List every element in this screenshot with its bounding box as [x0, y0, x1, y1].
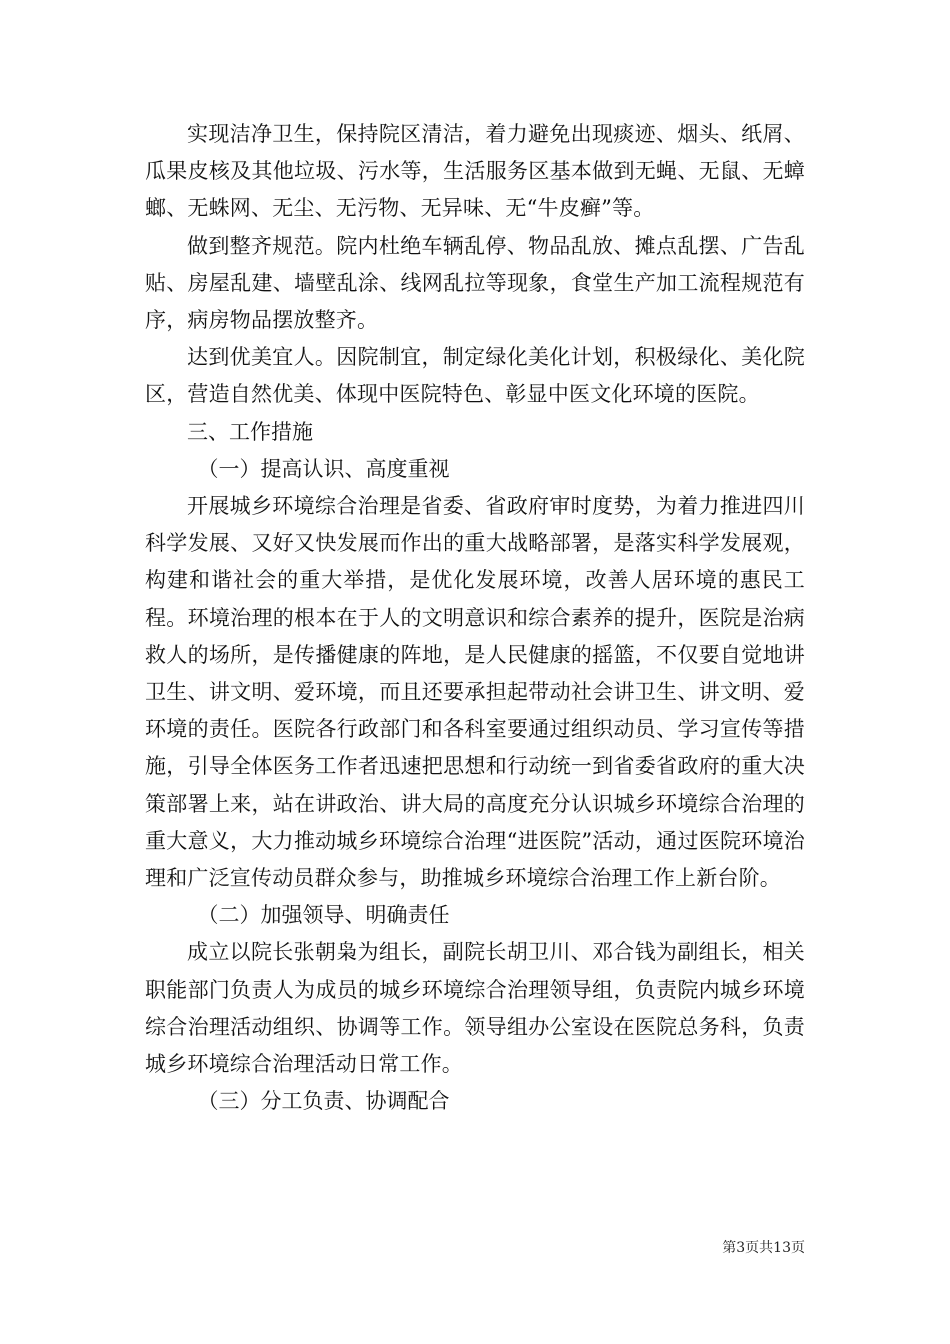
paragraph-greening: 达到优美宜人。因院制宜，制定绿化美化计划，积极绿化、美化院区，营造自然优美、体现中医院特色、彰显中医文化环境的医院。 [145, 345, 805, 407]
paragraph-orderliness: 做到整齐规范。院内杜绝车辆乱停、物品乱放、摊点乱摆、广告乱贴、房屋乱建、墙壁乱涂、线网乱拉等现象，食堂生产加工流程规范有序，病房物品摆放整齐。 [145, 233, 805, 333]
subsection-heading-1: （一）提高认识、高度重视 [197, 456, 450, 481]
paragraph-leadership: 成立以院长张朝枭为组长，副院长胡卫川、邓合钱为副组长，相关职能部门负责人为成员的城乡环境综合治理领导组，负责院内城乡环境综合治理活动组织、协调等工作。领导组办公室设在医院总务科，负责城乡环境综合治理活动日常工作。 [145, 940, 805, 1077]
subsection-heading-2: （二）加强领导、明确责任 [197, 903, 450, 928]
paragraph-awareness: 开展城乡环境综合治理是省委、省政府审时度势，为着力推进四川科学发展、又好又快发展而作出的重大战略部署，是落实科学发展观，构建和谐社会的重大举措，是优化发展环境，改善人居环境的惠民工程。环境治理的根本在于人的文明意识和综合素养的提升，医院是治病救人的场所，是传播健康的阵地，是人民健康的摇篮，不仅要自觉地讲卫生、讲文明、爱环境，而且还要承担起带动社会讲卫生、讲文明、爱环境的责任。医院各行政部门和各科室要通过组织动员、学习宣传等措施，引导全体医务工作者迅速把思想和行动统一到省委省政府的重大决策部署上来，站在讲政治、讲大局的高度充分认识城乡环境综合治理的重大意义，大力推动城乡环境综合治理“进医院”活动，通过医院环境治理和广泛宣传动员群众参与，助推城乡环境综合治理工作上新台阶。 [145, 494, 805, 891]
paragraph-cleanliness: 实现洁净卫生，保持院区清洁，着力避免出现痰迹、烟头、纸屑、瓜果皮核及其他垃圾、污水等，生活服务区基本做到无蝇、无鼠、无蟑螂、无蛛网、无尘、无污物、无异味、无“牛皮癣”等。 [145, 122, 805, 221]
section-heading-measures: 三、工作措施 [187, 419, 313, 444]
page-number-footer: 第3页共13页 [722, 1240, 805, 1256]
document-body [145, 116, 805, 1120]
subsection-heading-3: （三）分工负责、协调配合 [197, 1089, 450, 1114]
